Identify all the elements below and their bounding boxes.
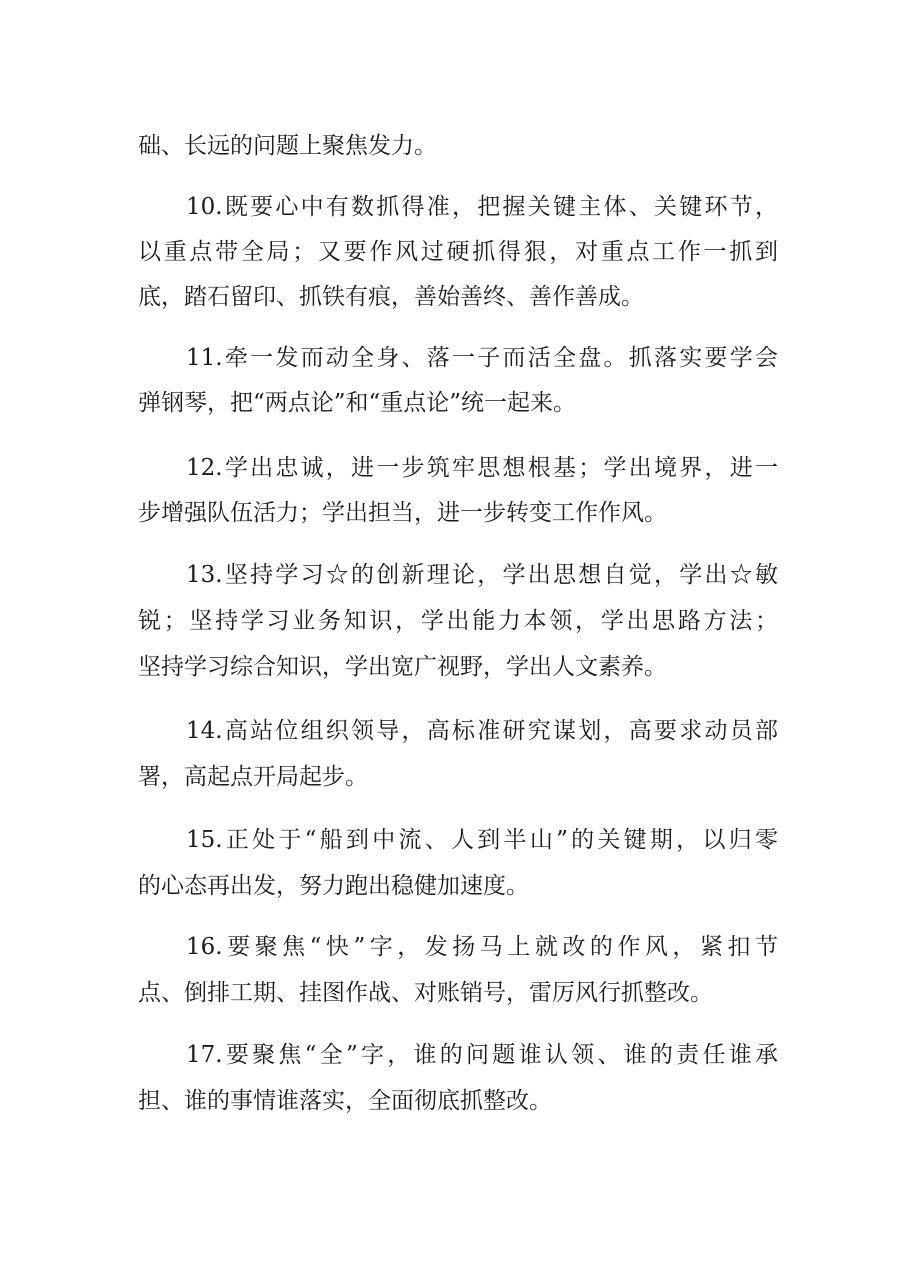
paragraph-line: 以重点带全局；又要作风过硬抓得狠，对重点工作一抓到 bbox=[138, 239, 778, 265]
paragraph-line: 坚持学习综合知识，学出宽广视野，学出人文素养。 bbox=[138, 654, 667, 680]
paragraph-line: 14.高站位组织领导，高标准研究谋划，高要求动员部 bbox=[186, 718, 778, 744]
paragraph-line: 担、谁的事情谁落实，全面彻底抓整改。 bbox=[138, 1088, 552, 1114]
paragraph-line: 点、倒排工期、挂图作战、对账销号，雷厉风行抓整改。 bbox=[138, 980, 713, 1006]
paragraph-line: 署，高起点开局起步。 bbox=[138, 764, 368, 790]
paragraph-line: 12.学出忠诚，进一步筑牢思想根基；学出境界，进一 bbox=[186, 455, 778, 481]
paragraph-line: 础、长远的问题上聚焦发力。 bbox=[138, 133, 437, 159]
paragraph-line: 16.要聚焦“快”字，发扬马上就改的作风，紧扣节 bbox=[186, 934, 778, 960]
paragraph-line: 弹钢琴，把“两点论”和“重点论”统一起来。 bbox=[138, 390, 577, 416]
paragraph-line: 底，踏石留印、抓铁有痕，善始善终、善作善成。 bbox=[138, 284, 644, 310]
paragraph-line: 11.牵一发而动全身、落一子而活全盘。抓落实要学会 bbox=[186, 345, 778, 371]
paragraph-line: 10.既要心中有数抓得准，把握关键主体、关键环节， bbox=[186, 194, 778, 220]
paragraph-line: 的心态再出发，努力跑出稳健加速度。 bbox=[138, 873, 529, 899]
paragraph-line: 锐；坚持学习业务知识，学出能力本领，学出思路方法； bbox=[138, 608, 778, 634]
paragraph-line: 13.坚持学习☆的创新理论，学出思想自觉，学出☆敏 bbox=[186, 562, 778, 588]
paragraph-line: 15.正处于“船到中流、人到半山”的关键期，以归零 bbox=[186, 827, 778, 853]
paragraph-line: 17.要聚焦“全”字，谁的问题谁认领、谁的责任谁承 bbox=[186, 1042, 778, 1068]
paragraph-line: 步增强队伍活力；学出担当，进一步转变工作作风。 bbox=[138, 500, 667, 526]
